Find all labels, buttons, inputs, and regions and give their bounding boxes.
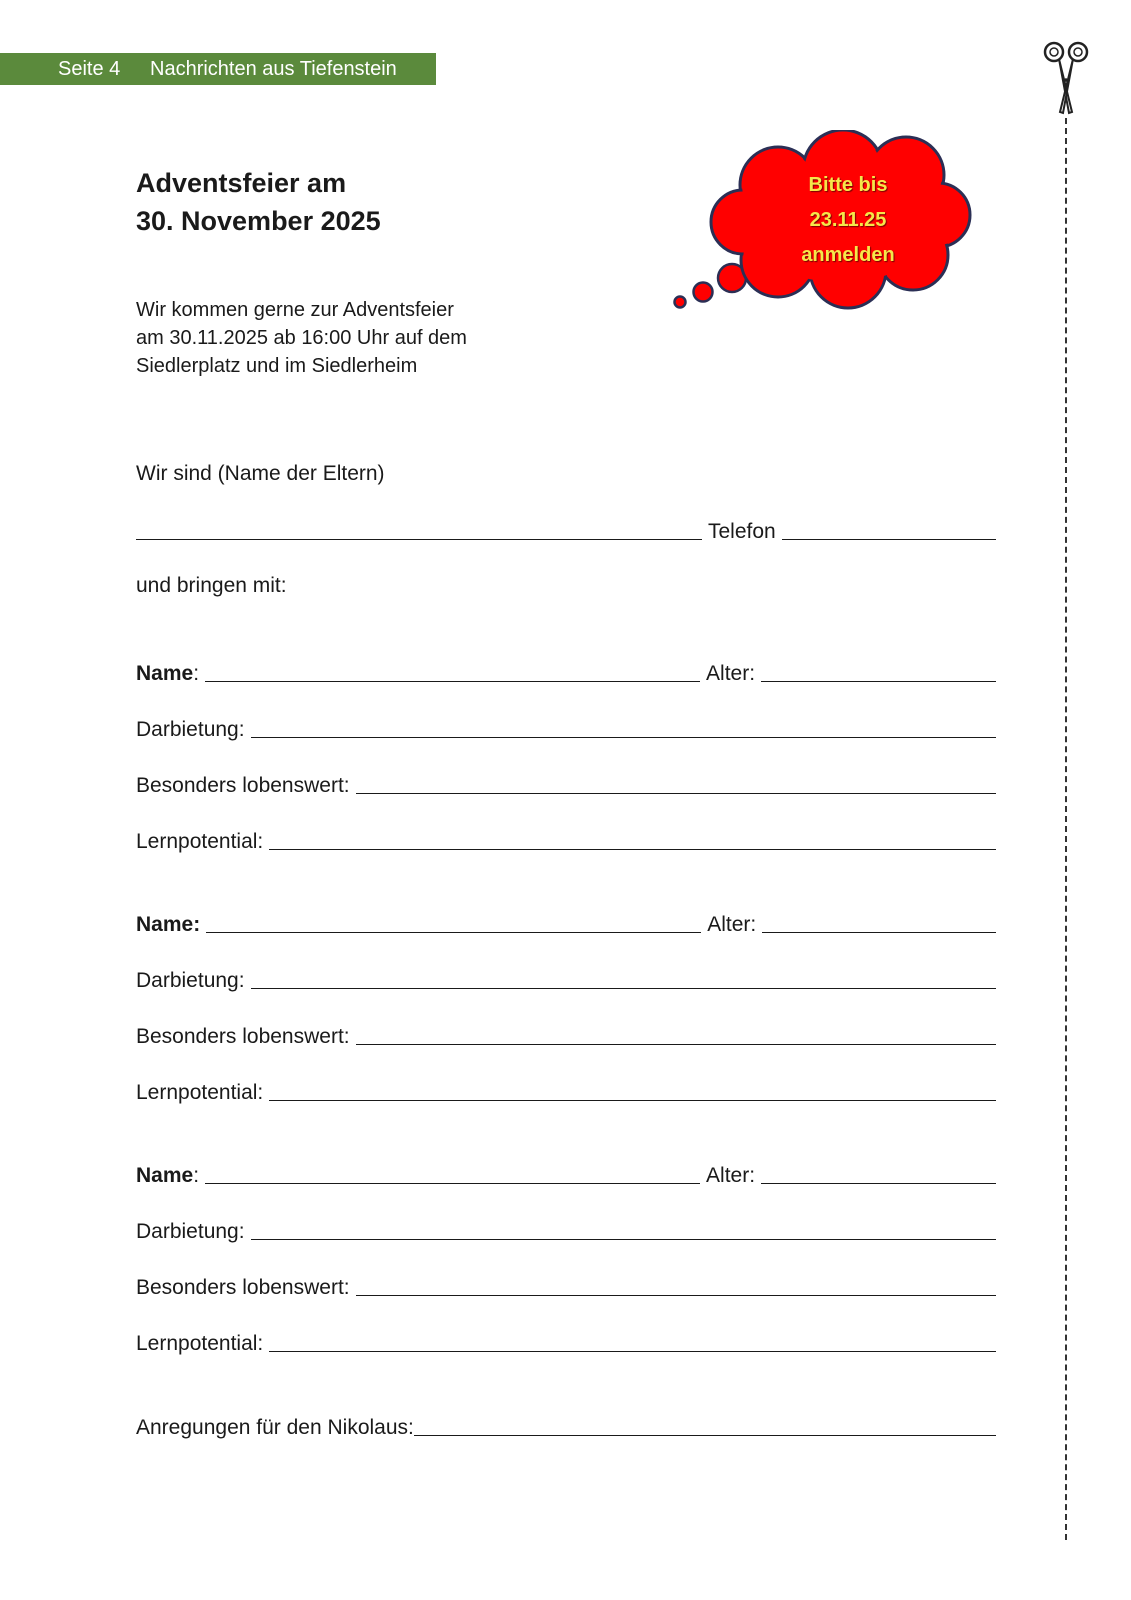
child-3-name-row: [136, 1158, 1002, 1188]
child-2-praise-field[interactable]: [356, 1043, 996, 1045]
child-2-age-field[interactable]: [762, 931, 996, 933]
child-2-praise-label: Besonders lobenswert:: [136, 1025, 350, 1048]
title-line-2: 30. November 2025: [136, 206, 381, 236]
cut-line: [1065, 118, 1067, 1540]
child-3-performance-label: Darbietung:: [136, 1220, 245, 1243]
child-1-name-field[interactable]: [205, 680, 700, 682]
child-3-improve-row: [136, 1326, 1002, 1356]
parents-name-field[interactable]: [136, 538, 702, 540]
intro-text: [136, 296, 556, 380]
child-1-performance-row: [136, 712, 1002, 742]
nikolaus-field[interactable]: [414, 1434, 996, 1436]
child-3-age-field[interactable]: [761, 1182, 996, 1184]
child-3-praise-field[interactable]: [356, 1294, 996, 1296]
cloud-line-2: 23.11.25: [809, 209, 887, 231]
child-1-improve-label: Lernpotential:: [136, 830, 264, 853]
child-3-praise-label: Besonders lobenswert:: [136, 1276, 350, 1299]
nikolaus-row: [136, 1410, 1002, 1440]
child-3-improve-label: Lernpotential:: [136, 1332, 264, 1355]
page-number: Seite 4: [58, 58, 121, 80]
scissors-icon: [1042, 40, 1090, 116]
title-line-1: Adventsfeier am: [136, 168, 347, 198]
child-2-improve-row: [136, 1075, 1002, 1105]
child-2-name-label: Name:: [136, 913, 201, 936]
cloud-line-3: anmelden: [801, 244, 895, 266]
child-1-name-row: [136, 656, 1002, 686]
intro-line-2: am 30.11.2025 ab 16:00 Uhr auf dem: [136, 327, 467, 349]
child-1-improve-row: [136, 824, 1002, 854]
child-3-praise-row: [136, 1270, 1002, 1300]
page-title: [136, 164, 381, 240]
child-2-improve-field[interactable]: [269, 1099, 996, 1101]
child-2-age-label: Alter:: [707, 913, 757, 936]
child-2-improve-label: Lernpotential:: [136, 1081, 264, 1104]
child-3-performance-row: [136, 1214, 1002, 1244]
child-2-name-row: [136, 907, 1002, 937]
cloud-text: [758, 168, 938, 273]
child-1-age-label: Alter:: [706, 662, 756, 685]
child-3-improve-field[interactable]: [269, 1350, 996, 1352]
intro-line-1: Wir kommen gerne zur Adventsfeier: [136, 299, 454, 321]
child-2-performance-field[interactable]: [251, 987, 996, 989]
child-2-performance-label: Darbietung:: [136, 969, 245, 992]
child-3-name-label: Name:: [136, 1164, 200, 1187]
phone-field[interactable]: [782, 538, 996, 540]
cloud-line-1: Bitte bis: [808, 174, 888, 196]
intro-line-3: Siedlerplatz und im Siedlerheim: [136, 355, 418, 377]
publication-title: Nachrichten aus Tiefenstein: [150, 58, 397, 80]
child-1-performance-field[interactable]: [251, 736, 996, 738]
child-1-improve-field[interactable]: [269, 848, 996, 850]
child-2-performance-row: [136, 963, 1002, 993]
child-1-performance-label: Darbietung:: [136, 718, 245, 741]
child-1-praise-field[interactable]: [356, 792, 996, 794]
phone-label: Telefon: [708, 520, 776, 543]
bring-label: und bringen mit:: [136, 574, 287, 597]
child-2-praise-row: [136, 1019, 1002, 1049]
child-1-praise-row: [136, 768, 1002, 798]
header-band: [0, 53, 436, 85]
child-3-age-label: Alter:: [706, 1164, 756, 1187]
child-3-performance-field[interactable]: [251, 1238, 996, 1240]
child-3-name-field[interactable]: [205, 1182, 700, 1184]
child-1-name-label: Name:: [136, 662, 200, 685]
child-1-praise-label: Besonders lobenswert:: [136, 774, 350, 797]
parents-row: [136, 514, 1002, 544]
parents-label: Wir sind (Name der Eltern): [136, 462, 385, 485]
child-2-name-field[interactable]: [206, 931, 701, 933]
child-1-age-field[interactable]: [761, 680, 996, 682]
nikolaus-label: Anregungen für den Nikolaus:: [136, 1416, 414, 1439]
